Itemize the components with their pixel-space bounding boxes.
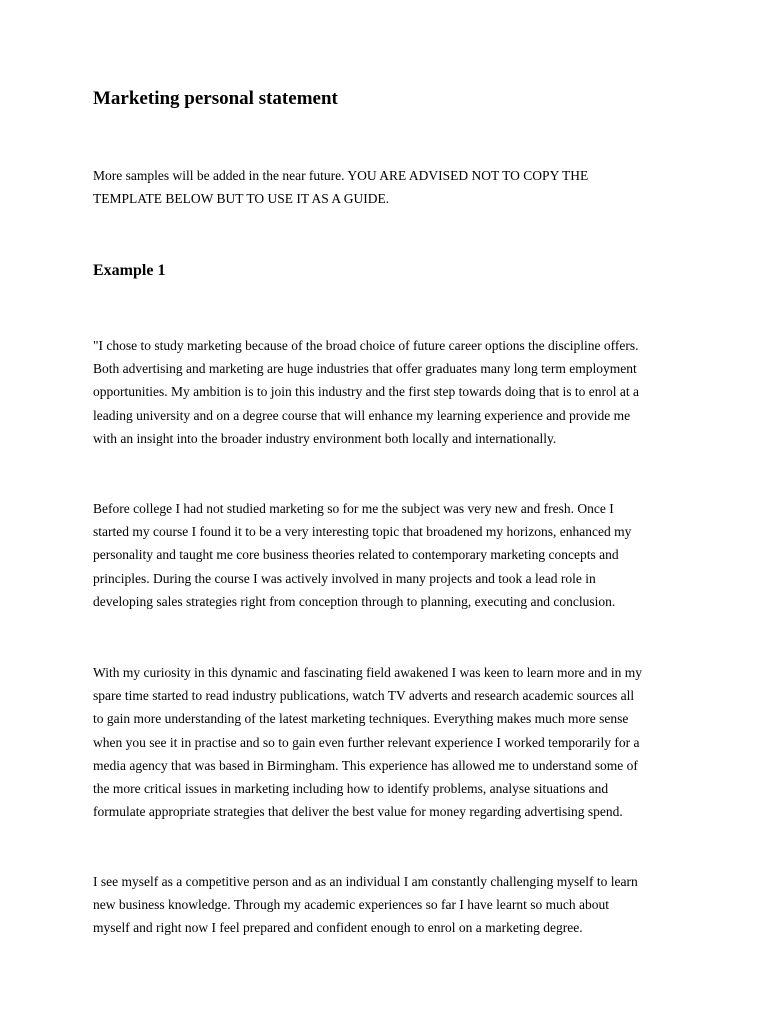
text-line: new business knowledge. Through my academic experiences so far I have learnt so much about: [93, 897, 609, 913]
document-title: Marketing personal statement: [93, 88, 338, 109]
text-line: leading university and on a degree course that will enhance my learning experience and provide me: [93, 407, 631, 423]
example-heading: Example 1: [93, 262, 166, 279]
text-line: More samples will be added in the near future. YOU ARE ADVISED NOT TO COPY THE: [93, 168, 589, 183]
text-line: personality and taught me core business theories related to contemporary marketing concepts and: [93, 547, 619, 563]
intro-notice: [93, 164, 588, 210]
paragraph-4: [93, 870, 638, 940]
text-line: started my course I found it to be a very interesting topic that broadened my horizons, enhanced my: [93, 524, 632, 540]
text-line: With my curiosity in this dynamic and fascinating field awakened I was keen to learn more and in my: [93, 665, 643, 680]
text-line: when you see it in practise and so to gain even further relevant experience I worked temporarily for a: [93, 734, 640, 750]
text-line: myself and right now I feel prepared and confident enough to enrol on a marketing degree.: [93, 920, 583, 936]
paragraph-1: [93, 334, 639, 450]
text-line: formulate appropriate strategies that deliver the best value for money regarding advertising spend.: [93, 804, 623, 820]
text-line: Before college I had not studied marketing so for me the subject was very new and fresh. Once I: [93, 501, 614, 516]
text-line: opportunities. My ambition is to join this industry and the first step towards doing that is to enrol at a: [93, 384, 639, 400]
text-line: developing sales strategies right from conception through to planning, executing and conclusion.: [93, 593, 616, 609]
text-line: principles. During the course I was actively involved in many projects and took a lead role in: [93, 570, 596, 586]
text-line: Both advertising and marketing are huge industries that offer graduates many long term employment: [93, 361, 637, 377]
text-line: the more critical issues in marketing including how to identify problems, analyse situations and: [93, 781, 609, 797]
paragraph-3: [93, 661, 642, 823]
text-line: "I chose to study marketing because of the broad choice of future career options the discipline offers.: [93, 338, 639, 353]
text-line: to gain more understanding of the latest marketing techniques. Everything makes much more sense: [93, 711, 629, 727]
text-line: TEMPLATE BELOW BUT TO USE IT AS A GUIDE.: [93, 191, 390, 207]
text-line: with an insight into the broader industry environment both locally and internationally.: [93, 430, 557, 446]
text-line: I see myself as a competitive person and as an individual I am constantly challenging myself to learn: [93, 874, 638, 889]
text-line: media agency that was based in Birmingham. This experience has allowed me to understand some of: [93, 757, 638, 773]
paragraph-2: [93, 497, 631, 613]
text-line: spare time started to read industry publications, watch TV adverts and research academic sources all: [93, 688, 635, 704]
